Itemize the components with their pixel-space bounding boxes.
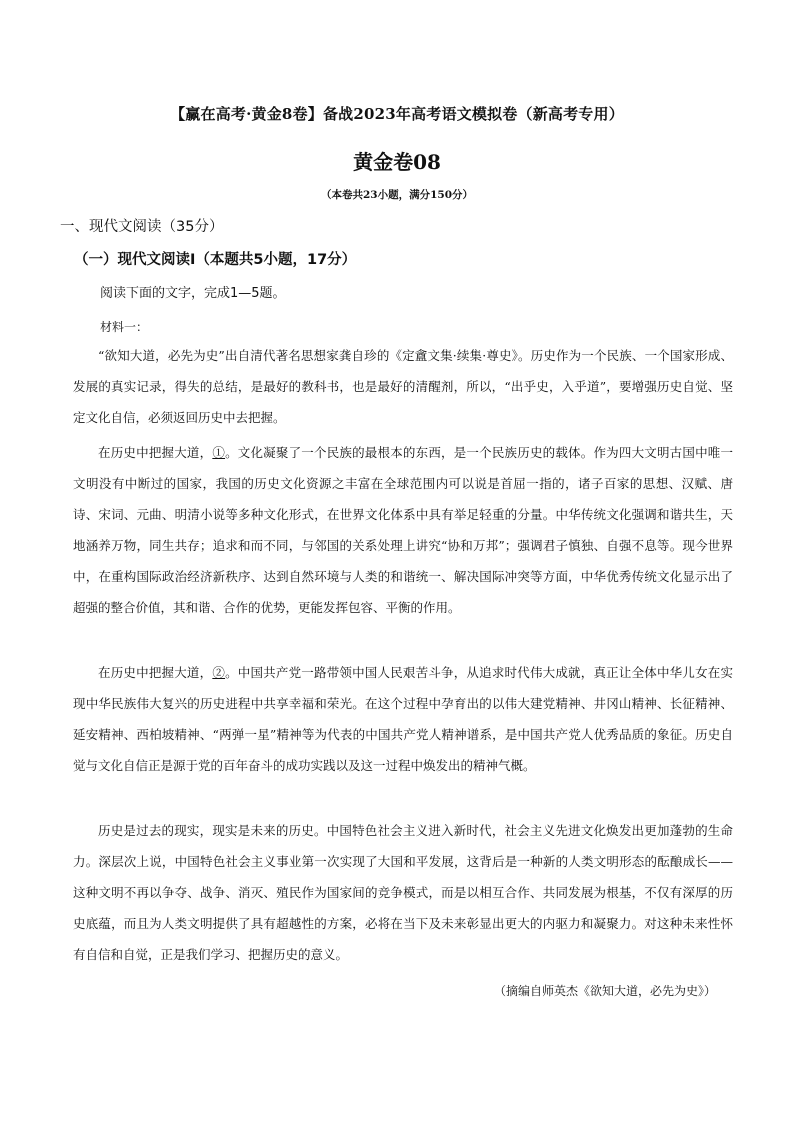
blank-marker-1: ① (212, 445, 226, 460)
material-label: 材料一： (100, 320, 149, 334)
reading-instruction: 阅读下面的文字，完成1—5题。 (100, 286, 286, 301)
paragraph-2-rest: 。文化凝聚了一个民族的最根本的东西，是一个民族历史的载体。作为四大文明古国中唯一文明没有中断过的国家，我国的历史文化资源之丰富在全球范围内可以说是首屈一指的，诸子百家的思想、汉赋、唐诗、宋词、元曲、明清小说等多种文化形式，在世界文化体系中具有举足轻重的分量。中华传统文化强调和谐共生，天地涵养万物，同生共存；追求和而不同，与邻国的关系处理上讲究“协和万邦”；强调君子慎独、自强不息等。现今世界中，在重构国际政治经济新秩序、达到自然环境与人类的和谐统一、解决国际冲突等方面，中华优秀传统文化显示出了超强的整合价值，其和谐、合作的优势，更能发挥包容、平衡的作用。 (73, 445, 733, 615)
section-title: 一、现代文阅读（35分） (60, 219, 224, 235)
paragraph-4: 历史是过去的现实，现实是未来的历史。中国特色社会主义进入新时代，社会主义先进文化焕发出更加蓬勃的生命力。深层次上说，中国特色社会主义事业第一次实现了大国和平发展，这背后是一种新的人类文明形态的酝酿成长——这种文明不再以争夺、战争、消灭、殖民作为国家间的竞争模式，而是以相互合作、共同发展为根基，不仅有深厚的历史底蕴，而且为人类文明提供了具有超越性的方案，必将在当下及未来彰显出更大的内驱力和凝聚力。对这种未来性怀有自信和自觉，正是我们学习、把握历史的意义。 (73, 823, 733, 962)
paragraph-3-rest: 。中国共产党一路带领中国人民艰苦斗争，从追求时代伟大成就，真正让全体中华儿女在实现中华民族伟大复兴的历史进程中共享幸福和荣光。在这个过程中孕育出的以伟大建党精神、井冈山精神、长征精神、延安精神、西柏坡精神、“两弹一星”精神等为代表的中国共产党人精神谱系，是中国共产党人优秀品质的象征。历史自觉与文化自信正是源于党的百年奋斗的成功实践以及这一过程中焕发出的精神气概。 (73, 665, 733, 773)
paragraph-2 (73, 437, 733, 623)
exam-title: 【赢在高考·黄金8卷】备战2023年高考语文模拟卷（新高考专用） (170, 105, 624, 123)
paragraph-3 (73, 657, 733, 781)
paragraph-2-prefix: 在历史中把握大道， (98, 445, 213, 460)
paragraph-1: “欲知大道，必先为史”出自清代著名思想家龚自珍的《定盦文集·续集·尊史》。历史作为一个民族、一个国家形成、发展的真实记录，得失的总结，是最好的教科书，也是最好的清醒剂，所以，“出乎史，入乎道”，要增强历史自觉、坚定文化自信，必须返回历史中去把握。 (73, 348, 733, 425)
paper-name: 黄金卷08 (353, 150, 441, 174)
blank-marker-2: ② (212, 665, 226, 680)
paper-note: （本卷共23小题，满分150分） (320, 189, 474, 201)
paragraph-3-prefix: 在历史中把握大道， (98, 665, 213, 680)
passage-source: （摘编自师英杰《欲知大道，必先为史》） (493, 984, 716, 998)
subsection-title: （一）现代文阅读Ⅰ（本题共5小题，17分） (74, 252, 357, 268)
